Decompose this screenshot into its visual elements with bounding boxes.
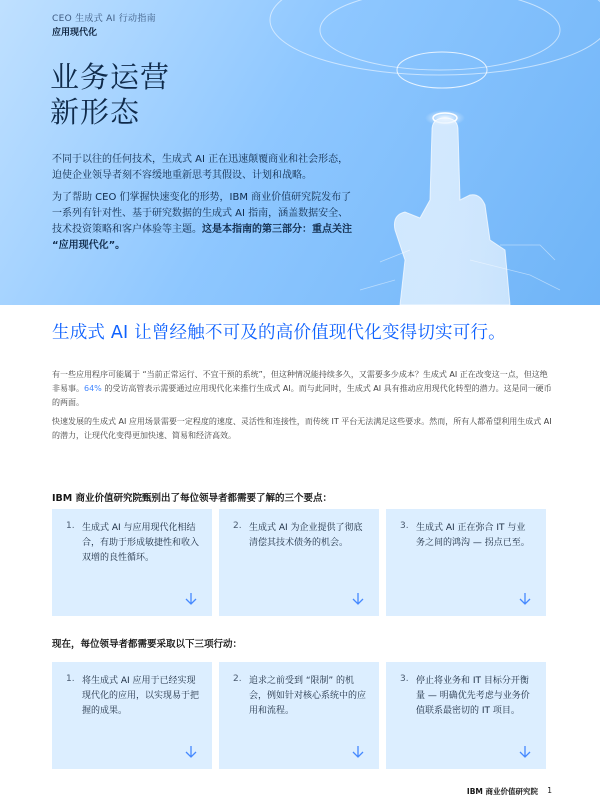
page-title — [50, 60, 170, 130]
card-text: 生成式 AI 与应用现代化相结合，有助于形成敏捷性和收入双增的良性循环。 — [82, 523, 200, 563]
action-card[interactable] — [219, 662, 379, 769]
body-paragraph-1-a: 有一些应用程序可能属于 “当前正常运行、不宜干预的系统”，但这种情况能持续多久，又需要多少成本？生成式 AI 正在改变这一点，但这绝非易事。 — [52, 370, 548, 393]
footer-brand: IBM 商业价值研究院 — [466, 787, 538, 796]
card-text: 将生成式 AI 应用于已经实现现代化的应用，以实现易于把握的成果。 — [82, 676, 200, 716]
headline: 生成式 AI 让曾经触不可及的高价值现代化变得切实可行。 — [52, 323, 506, 343]
key-points-cards — [52, 509, 546, 616]
action-cards — [52, 662, 546, 769]
arrow-down-icon[interactable] — [351, 745, 365, 759]
intro-text — [52, 152, 357, 260]
arrow-down-icon[interactable] — [184, 592, 198, 606]
card-text: 停止将业务和 IT 目标分开衡量 — 明确优先考虑与业务价值联系最密切的 IT 项目。 — [416, 676, 530, 716]
action-card[interactable] — [386, 662, 546, 769]
card-text: 生成式 AI 为企业提供了彻底清偿其技术债务的机会。 — [249, 523, 363, 548]
key-point-card[interactable] — [52, 509, 212, 616]
card-number: 3. — [400, 674, 409, 684]
intro-paragraph-2 — [52, 190, 357, 254]
body-paragraph-1-b: 的受访高管表示需要通过应用现代化来推行生成式 AI。而与此同时，生成式 AI 具有推动应用现代化转型的潜力。这是同一硬币的两面。 — [52, 384, 552, 407]
action-card[interactable] — [52, 662, 212, 769]
hero-banner — [0, 0, 600, 305]
body-text — [52, 368, 552, 448]
key-point-card[interactable] — [386, 509, 546, 616]
arrow-down-icon[interactable] — [351, 592, 365, 606]
arrow-down-icon[interactable] — [518, 592, 532, 606]
body-paragraph-2: 快速发展的生成式 AI 应用场景需要一定程度的速度、灵活性和连接性，而传统 IT 平台无法满足这些要求。然而，所有人都希望利用生成式 AI 的潜力，让现代化变得更加快速、简易和经济高效。 — [52, 417, 552, 440]
statistic-highlight: 64% — [84, 384, 102, 393]
card-text: 生成式 AI 正在弥合 IT 与业务之间的鸿沟 — 拐点已至。 — [416, 523, 530, 548]
intro-paragraph-1: 不同于以往的任何技术，生成式 AI 正在迅速颠覆商业和社会形态，迫使企业领导者刻不容缓地重新思考其假设、计划和战略。 — [52, 154, 349, 181]
body-paragraph-1 — [52, 368, 552, 410]
card-number: 3. — [400, 521, 409, 531]
intro-paragraph-2-text: 为了帮助 CEO 们掌握快速变化的形势，IBM 商业价值研究院发布了一系列有针对性、基于研究数据的生成式 AI 指南，涵盖数据安全、技术投资策略和客户体验等主题。 — [52, 192, 352, 235]
page-number: 1 — [547, 786, 552, 795]
series-label: CEO 生成式 AI 行动指南 — [52, 14, 156, 24]
arrow-down-icon[interactable] — [184, 745, 198, 759]
key-points-title: IBM 商业价值研究院甄别出了每位领导者都需要了解的三个要点： — [52, 493, 333, 504]
card-text: 追求之前受到 “限制” 的机会，例如针对核心系统中的应用和流程。 — [249, 676, 367, 716]
card-number: 1. — [66, 521, 75, 531]
page-title-line-2: 新形态 — [50, 95, 141, 129]
page-title-line-1: 业务运营 — [50, 60, 171, 94]
card-number: 1. — [66, 674, 75, 684]
key-point-card[interactable] — [219, 509, 379, 616]
intro-paragraph-2-emphasis: 这是本指南的第三部分：重点关注 “应用现代化”。 — [52, 224, 352, 251]
card-number: 2. — [233, 521, 242, 531]
section-label: 应用现代化 — [52, 28, 98, 38]
arrow-down-icon[interactable] — [518, 745, 532, 759]
actions-title: 现在，每位领导者都需要采取以下三项行动： — [52, 639, 243, 650]
card-number: 2. — [233, 674, 242, 684]
